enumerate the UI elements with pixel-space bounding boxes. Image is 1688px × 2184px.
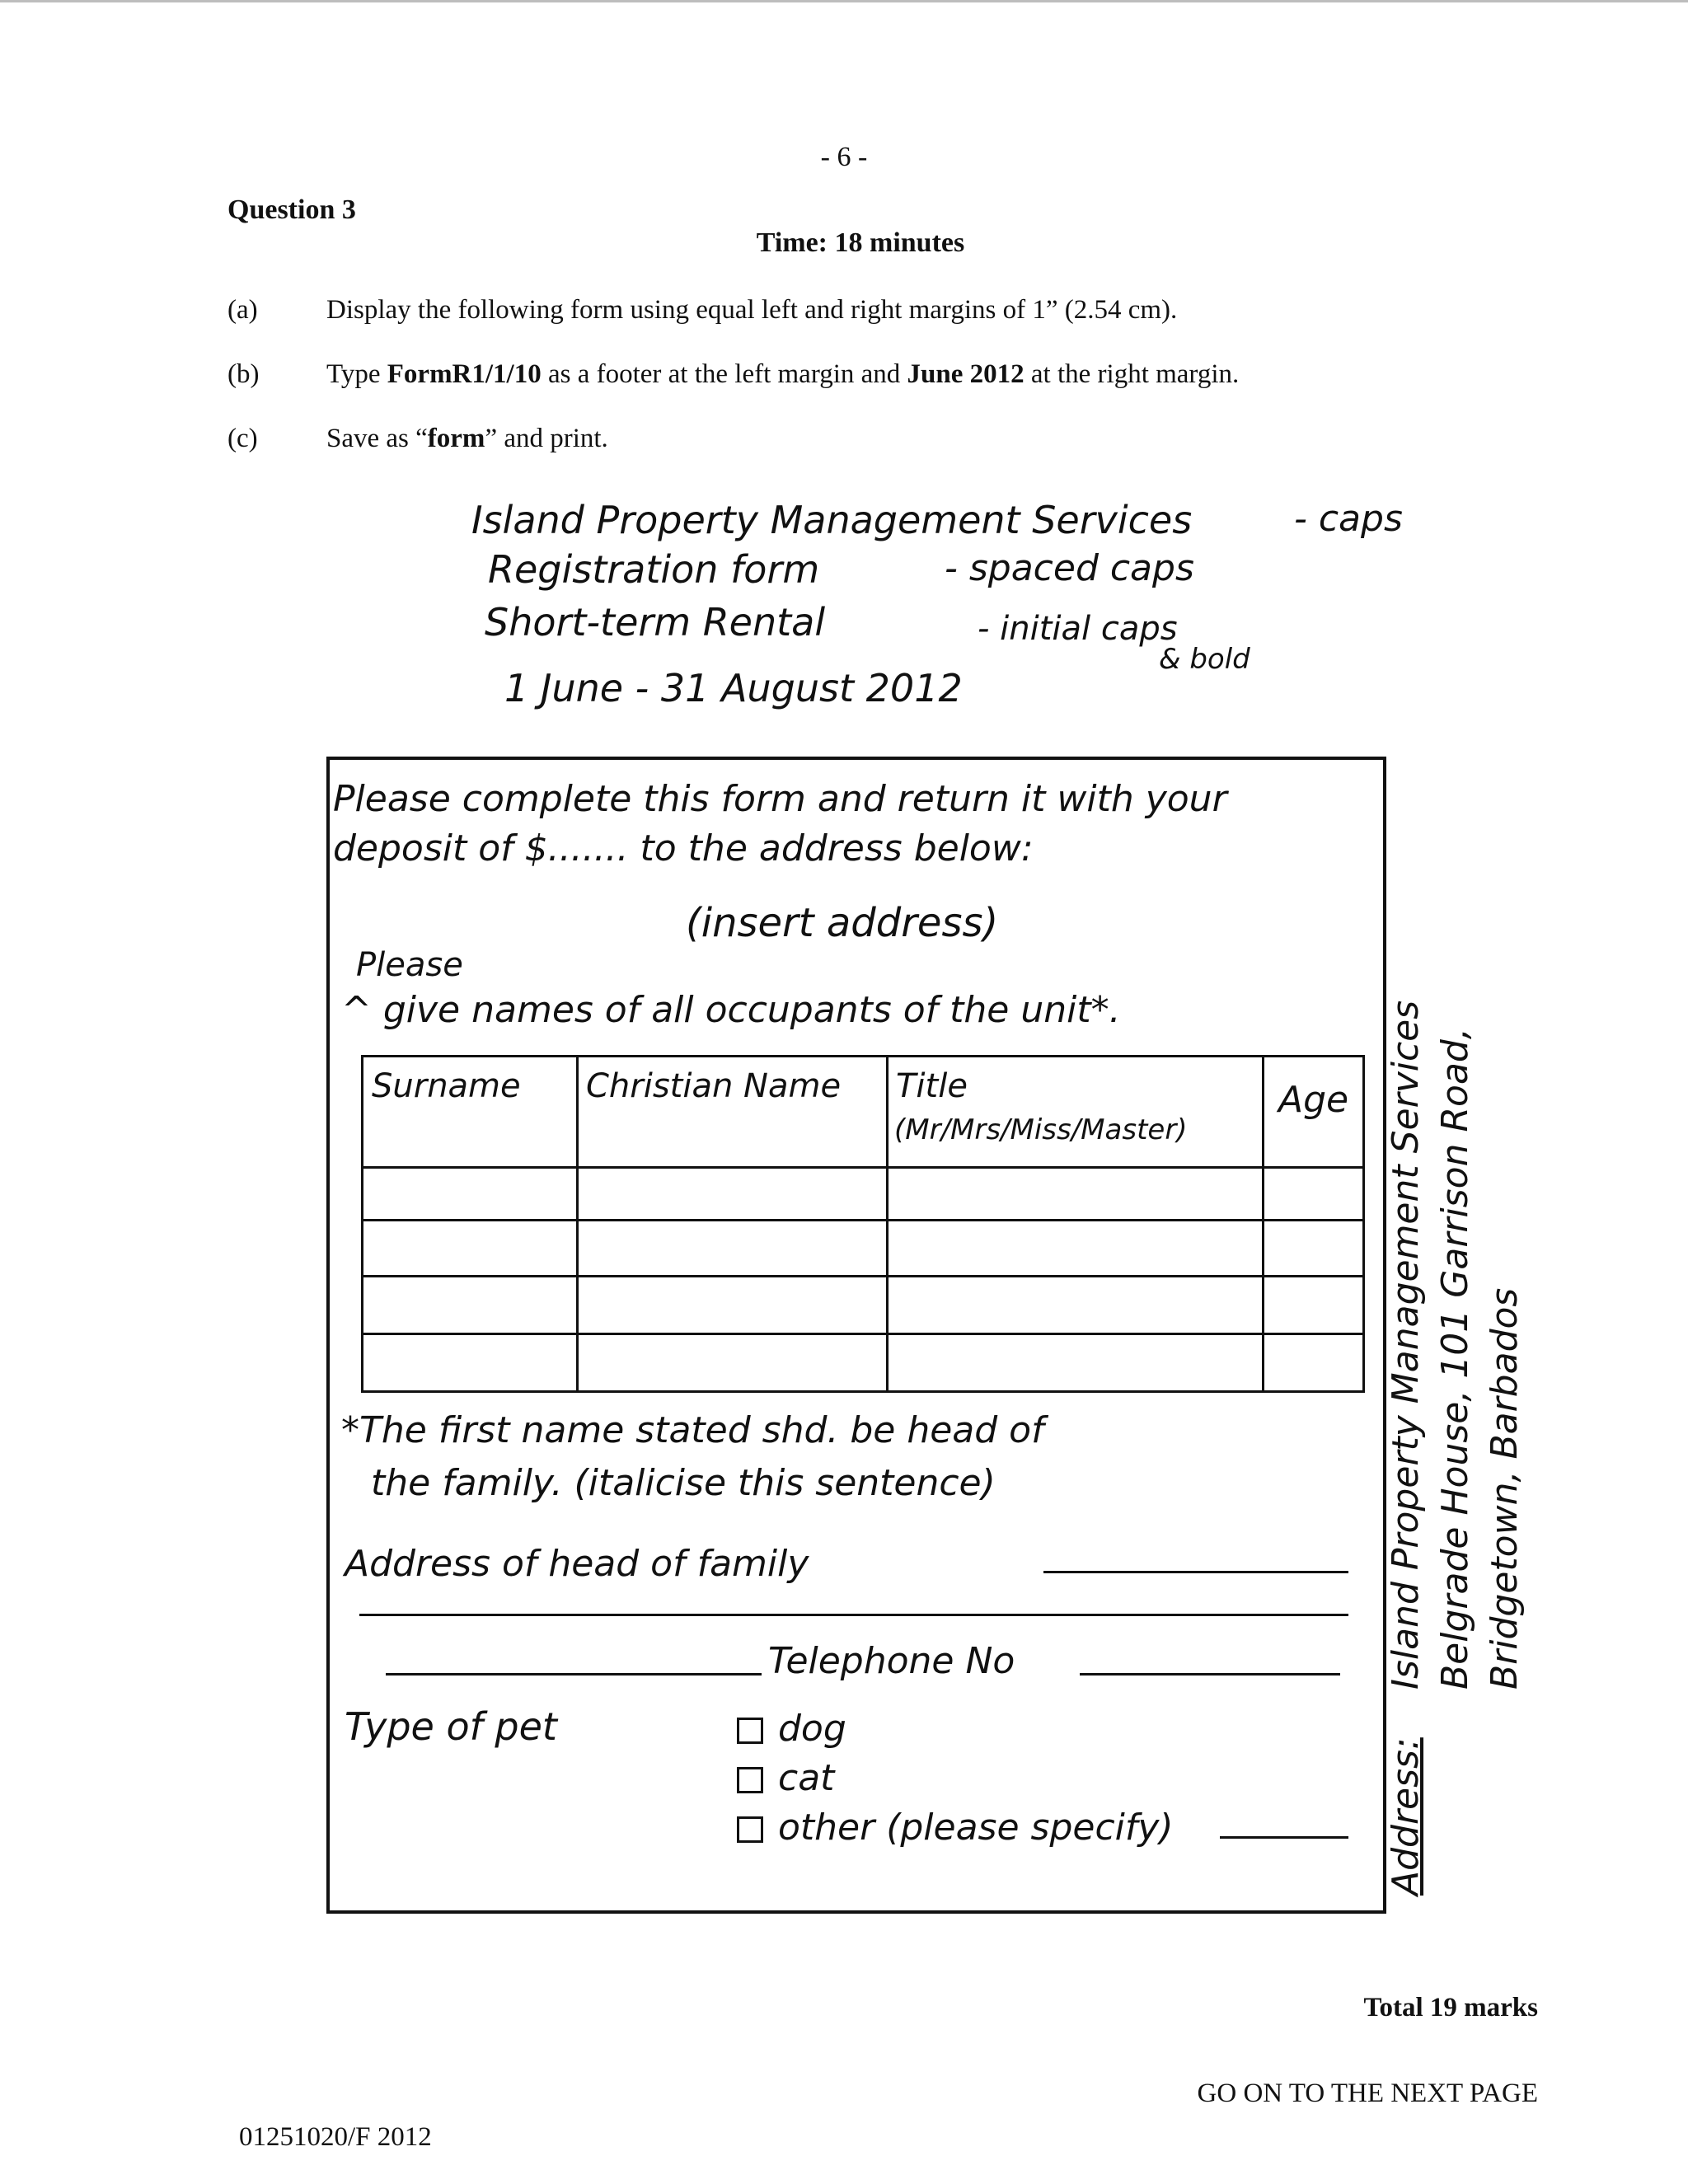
form-intro-line-2: deposit of $....... to the address below:: [333, 827, 1034, 869]
heading-line-1: Island Property Management Services: [471, 498, 1193, 542]
table-row-divider: [363, 1219, 1362, 1221]
pet-label: Type of pet: [345, 1704, 557, 1749]
heading-note-3: - initial caps: [978, 610, 1178, 648]
occupants-table: [361, 1055, 1365, 1393]
form-intro-line-1: Please complete this form and return it with your: [333, 778, 1227, 820]
total-marks: Total 19 marks: [1363, 1993, 1538, 2022]
other-fill-line: [1220, 1836, 1348, 1839]
page-top-border: [0, 0, 1688, 2]
header-christian-name: Christian Name: [586, 1067, 842, 1105]
heading-line-3: Short-term Rental: [485, 600, 826, 644]
instruction-text: Type FormR1/1/10 as a footer at the left margin and June 2012 at the right margin.: [326, 359, 1240, 389]
table-row-divider: [363, 1166, 1362, 1169]
checkbox[interactable]: [737, 1816, 763, 1843]
telephone-fill-line: [1080, 1673, 1340, 1675]
header-title-options: (Mr/Mrs/Miss/Master): [894, 1113, 1188, 1146]
table-row-divider: [363, 1333, 1362, 1335]
heading-note-2: - spaced caps: [945, 547, 1194, 589]
page-number: - 6 -: [820, 142, 868, 172]
header-title: Title: [896, 1067, 968, 1105]
side-address-line-1: Island Property Management Services: [1385, 1000, 1427, 1690]
instruction-text: Save as “form” and print.: [326, 424, 608, 453]
footnote-line-1: *The first name stated shd. be head of: [341, 1409, 1044, 1451]
form-box: [326, 757, 1386, 1914]
instruction-text: Display the following form using equal left and right margins of 1” (2.54 cm).: [326, 295, 1178, 325]
side-address-line-3: Bridgetown, Barbados: [1484, 1287, 1526, 1690]
checkbox[interactable]: [737, 1718, 763, 1744]
paper-code: 01251020/F 2012: [239, 2122, 432, 2152]
footnote-line-2: the family. (italicise this sentence): [371, 1462, 996, 1504]
caret-mark: ^: [341, 989, 383, 1031]
instruction-label: (a): [227, 295, 258, 325]
address-fill-line-2: [359, 1614, 1348, 1616]
next-page-notice: GO ON TO THE NEXT PAGE: [1197, 2079, 1538, 2108]
insert-address: (insert address): [686, 900, 999, 946]
names-prompt: ^ give names of all occupants of the unit*.: [341, 989, 1121, 1031]
address-fill-line: [1043, 1571, 1348, 1573]
heading-note-3b: & bold: [1159, 643, 1250, 676]
table-col-divider: [886, 1057, 889, 1390]
table-row-divider: [363, 1275, 1362, 1277]
header-age: Age: [1278, 1079, 1349, 1121]
header-surname: Surname: [372, 1067, 521, 1105]
checkbox[interactable]: [737, 1767, 763, 1793]
address-label: Address of head of family: [345, 1543, 809, 1585]
side-address-label: Address:: [1385, 1737, 1427, 1896]
pet-option-cat: cat: [737, 1757, 834, 1799]
address-fill-line-3: [386, 1673, 762, 1675]
pet-option-dog: dog: [737, 1708, 846, 1750]
side-address-line-2: Belgrade House, 101 Garrison Road,: [1434, 1028, 1476, 1690]
instruction-label: (b): [227, 359, 260, 389]
heading-line-2: Registration form: [488, 547, 820, 592]
instruction-label: (c): [227, 424, 258, 453]
heading-note-1: - caps: [1294, 498, 1403, 540]
pet-option-other: other (please specify): [737, 1807, 1174, 1849]
time-allowed: Time: 18 minutes: [756, 227, 965, 258]
table-col-divider: [576, 1057, 579, 1390]
heading-line-4: 1 June - 31 August 2012: [504, 666, 963, 710]
insertion-please: Please: [356, 946, 463, 984]
table-col-divider: [1262, 1057, 1264, 1390]
telephone-label: Telephone No: [768, 1640, 1015, 1682]
question-title: Question 3: [227, 194, 356, 225]
